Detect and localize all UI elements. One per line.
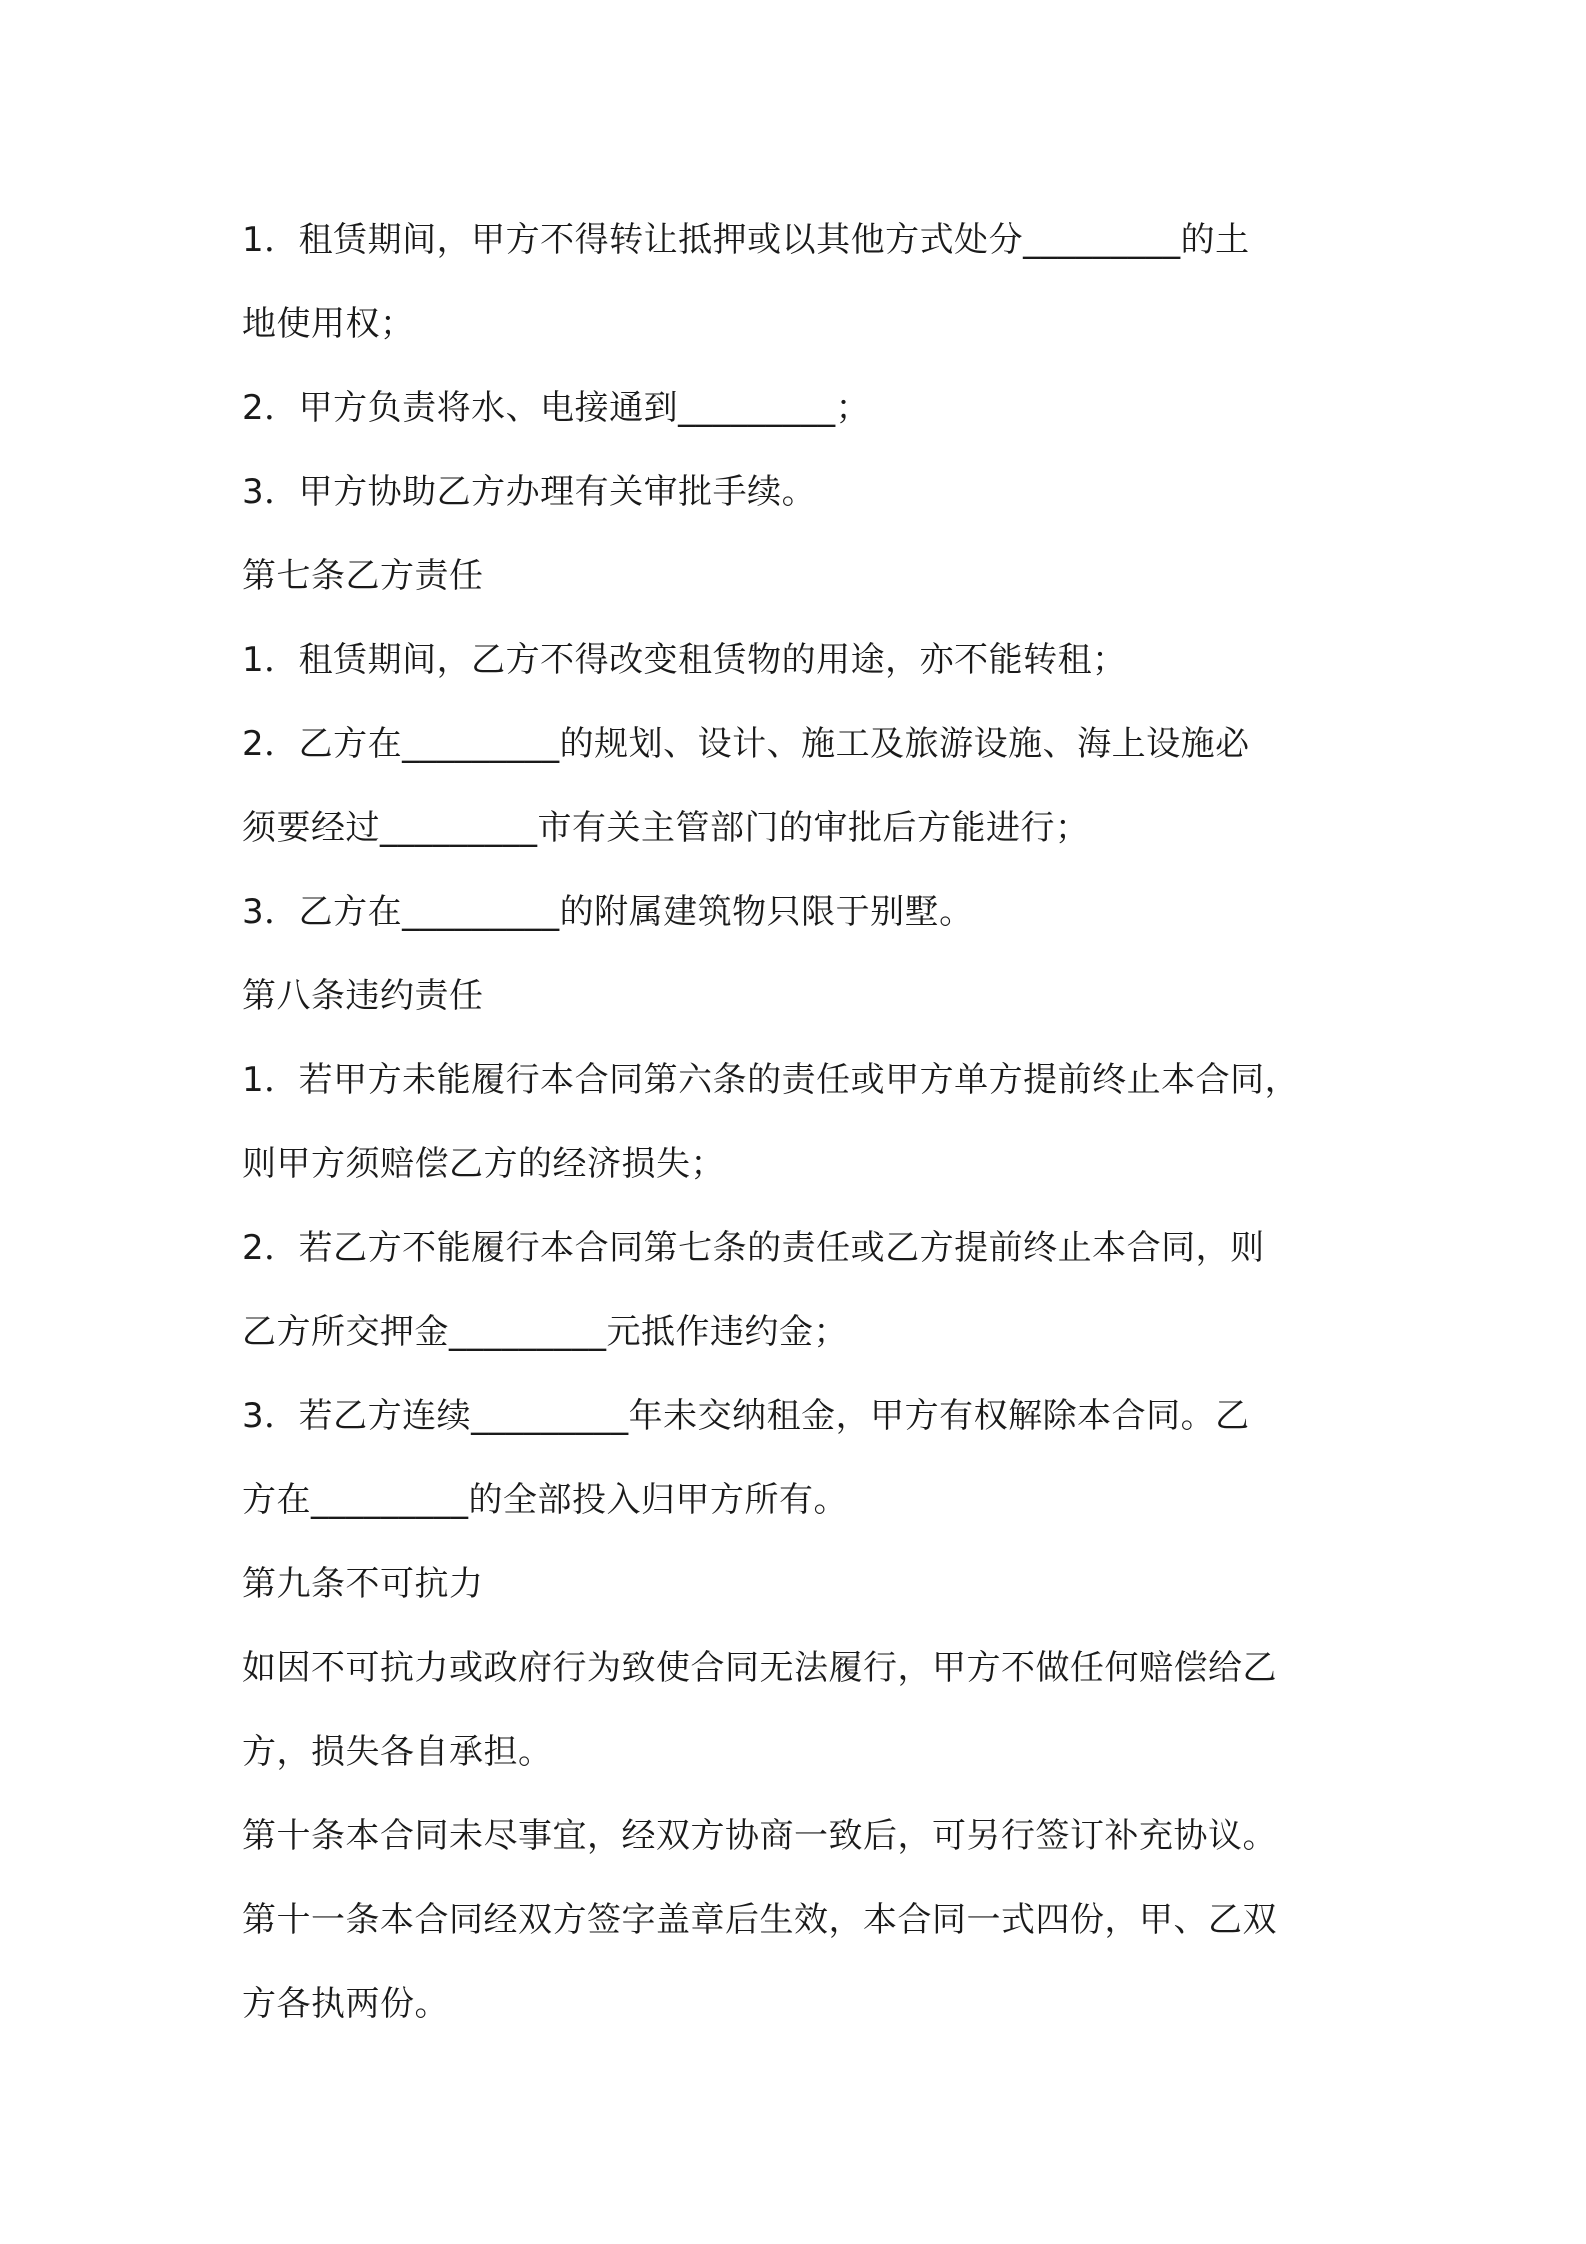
text-line: 须要经过_________市有关主管部门的审批后方能进行； [242,808,1090,848]
text-line: 1．租赁期间，甲方不得转让抵押或以其他方式处分_________的土 [242,220,1250,260]
text-line: 方各执两份。 [242,1984,449,2024]
text-line: 方，损失各自承担。 [242,1732,553,1772]
text-line: 第十条本合同未尽事宜，经双方协商一致后，可另行签订补充协议。 [242,1816,1277,1856]
text-line: 第十一条本合同经双方签字盖章后生效，本合同一式四份，甲、乙双 [242,1900,1277,1940]
text-line: 2．乙方在_________的规划、设计、施工及旅游设施、海上设施必 [242,724,1250,764]
contract-body [242,198,1372,2046]
text-line: 则甲方须赔偿乙方的经济损失； [242,1144,725,1184]
text-line: 2．若乙方不能履行本合同第七条的责任或乙方提前终止本合同，则 [242,1228,1265,1268]
text-line: 2．甲方负责将水、电接通到_________； [242,388,871,428]
text-line: 乙方所交押金_________元抵作违约金； [242,1312,848,1352]
section-heading: 第八条违约责任 [242,976,484,1016]
text-line: 地使用权； [242,304,415,344]
text-line: 方在_________的全部投入归甲方所有。 [242,1480,848,1520]
section-heading: 第七条乙方责任 [242,556,484,596]
text-line: 3．乙方在_________的附属建筑物只限于别墅。 [242,892,974,932]
text-line: 1．租赁期间，乙方不得改变租赁物的用途，亦不能转租； [242,640,1127,680]
text-line: 如因不可抗力或政府行为致使合同无法履行，甲方不做任何赔偿给乙 [242,1648,1277,1688]
text-line: 1．若甲方未能履行本合同第六条的责任或甲方单方提前终止本合同， [242,1060,1300,1100]
text-line: 3．甲方协助乙方办理有关审批手续。 [242,472,817,512]
text-line: 3．若乙方连续_________年未交纳租金，甲方有权解除本合同。乙 [242,1396,1250,1436]
section-heading: 第九条不可抗力 [242,1564,484,1604]
